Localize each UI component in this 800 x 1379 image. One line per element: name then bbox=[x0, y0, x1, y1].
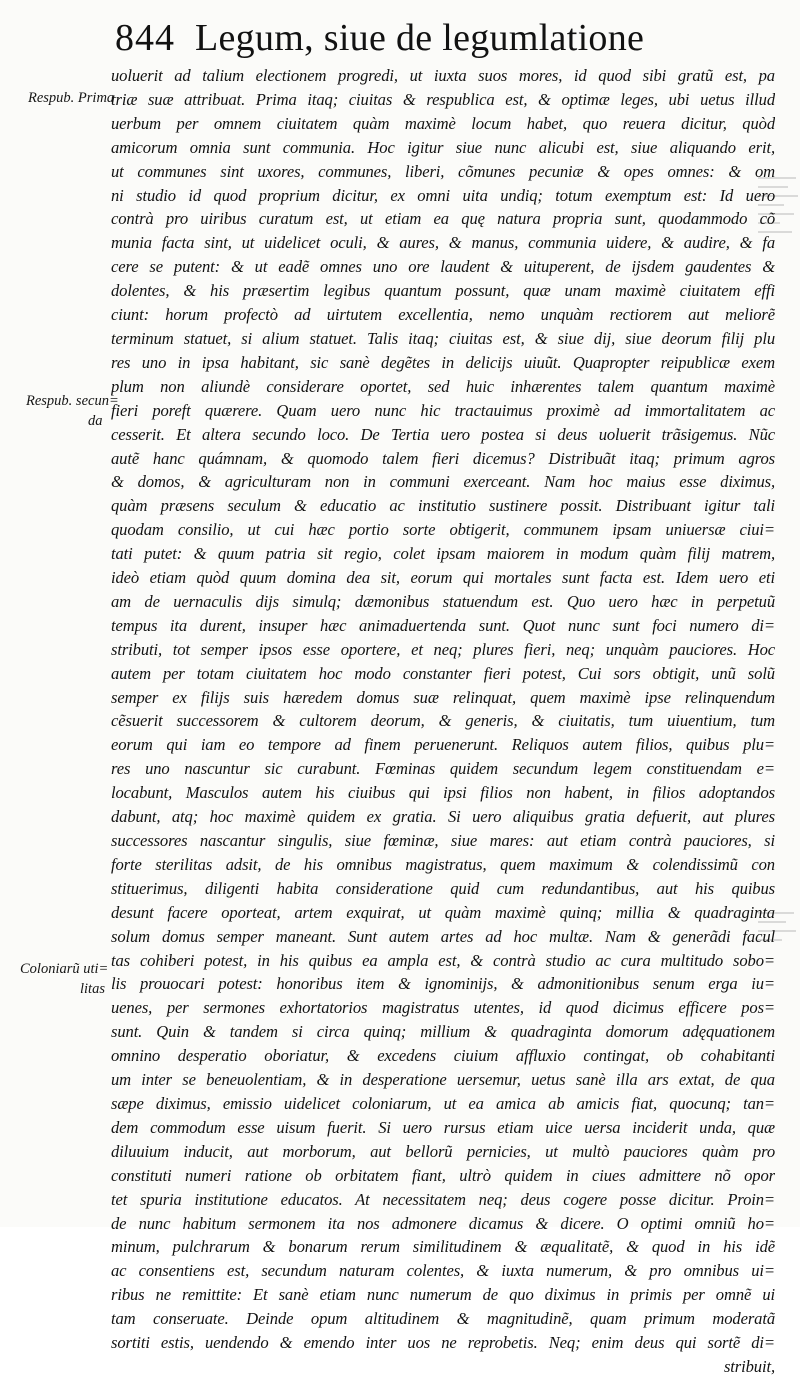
body-text-block bbox=[111, 64, 775, 1379]
text-line: sunt. Quin & tandem si circa quinq; millium & quadraginta domorum adęquationem bbox=[111, 1022, 775, 1042]
text-line: stribuit, bbox=[723, 1356, 775, 1376]
text-line: stituerimus, diligenti habita consideratione quid cum redundantibus, aut his quibus bbox=[111, 878, 775, 898]
text-line: ciunt: horum profectò ad uirtutem excellentia, nemo unquàm rectiorem aut meliorẽ bbox=[111, 305, 775, 325]
text-line: & domos, & agriculturam non in communi exerceant. Nam hoc maius esse diximus, bbox=[111, 472, 775, 492]
text-line: quàm præsens seculum & educatio ac institutio sustinere possit. Distribuant igitur tali bbox=[111, 496, 775, 516]
text-line: triæ suæ attribuat. Prima itaq; ciuitas & respublica est, & optimæ leges, ubi uetus illud bbox=[111, 89, 775, 109]
text-line: successores nascantur singulis, siue fœminæ, siue mares: aut etiam contrà pauciores, si bbox=[111, 831, 775, 850]
running-title: Legum, siue de legumlatione bbox=[195, 17, 645, 59]
text-line: munia facta sint, ut uidelicet oculi, & aures, & manus, communia uidere, & audire, & fa bbox=[111, 233, 775, 253]
text-line: solum domus semper maneant. Sunt autem artes ad hoc multæ. Nam & generãdi facul bbox=[111, 926, 775, 946]
page-header bbox=[115, 16, 644, 66]
margin-note-line: Coloniarũ uti= bbox=[20, 961, 109, 977]
text-line: uoluerit ad talium electionem progredi, ut iuxta suos mores, id quod sibi gratũ est, pa bbox=[111, 66, 775, 85]
text-line: res uno nascuntur sic curabunt. Fœminas quidem secundum legem constituendam e= bbox=[111, 759, 775, 779]
text-line: plum non aliundè considerare oportet, sed huic inhærentes talem quantum maximè bbox=[111, 376, 775, 396]
text-line: stributi, tot semper ipsos esse oportere, et neq; plures fieri, neq; unquàm pauciores. Hoc bbox=[111, 639, 775, 659]
margin-note-coloniarum-utilitas bbox=[20, 959, 108, 999]
text-line: tet spuria institutione educatos. At necessitatem neq; deus cogere posse dicitur. Proin= bbox=[111, 1189, 775, 1209]
text-line: tempus ita durent, insuper hæc animaduertenda sunt. Quot nunc sunt foci numero di= bbox=[111, 615, 775, 635]
text-line: dem commodum esse uisum fuerit. Si uero rursus etiam uice uersa inciderit unda, quæ bbox=[111, 1117, 775, 1137]
text-line: tas cohiberi potest, in his quibus ea ampla est, & contrà studio ac cura multitudo sobo= bbox=[111, 950, 775, 970]
text-line: tam conseruate. Deinde opum altitudinem & magnitudinẽ, quam primum moderatã bbox=[111, 1309, 775, 1329]
margin-note-respub-prima bbox=[28, 88, 114, 108]
text-line: cere se putent: & ut eadẽ omnes uno ore laudent & uituperent, de ijsdem gaudentes & bbox=[111, 257, 775, 277]
page-number: 844 bbox=[115, 17, 175, 59]
text-line: dabunt, atq; hoc maximè quidem ex gratia. Si uero aliquibus gratia defuerit, aut plures bbox=[111, 807, 775, 827]
text-line: semper ex filijs suis hæredem domus suæ relinquat, quem maximè ipse relinquendum bbox=[111, 687, 775, 707]
text-line: fieri poreft quærere. Quam uero nunc hic tractauimus proximè ad immortalitatem ac bbox=[111, 400, 775, 420]
text-line: ribus ne remittite: Et sanè etiam nunc numerum de quo diximus in primis per omnẽ ui bbox=[111, 1285, 775, 1305]
margin-note-respub-secunda bbox=[26, 391, 119, 431]
text-line: forte sterilitas adsit, de his omnibus magistratus, quem maximum & colendissimũ con bbox=[111, 854, 775, 874]
text-line: um inter se beneuolentiam, & in desperatione uersemur, uetus sanè illa ars extat, de qua bbox=[111, 1070, 775, 1090]
margin-note-line: Respub. secun= bbox=[26, 393, 119, 409]
text-line: uenes, per sermones exhortatorios magistratus utentes, id quod dicimus efficere pos= bbox=[111, 998, 775, 1018]
text-line: contrà pro uiribus curatum est, ut etiam ea quę natura propria sunt, quodammodo cõ bbox=[111, 209, 775, 229]
text-line: terminum statuet, si alium statuet. Talis itaq; ciuitas est, & siue dij, siue deorum filij plu bbox=[111, 328, 775, 348]
text-line: lis prouocari potest: honoribus item & ignominijs, & admonitionibus senum erga iu= bbox=[111, 974, 775, 994]
text-line: quodam consilio, ut cui hæc portio sorte obtigerit, communem ipsam uniuersæ ciui= bbox=[111, 520, 775, 540]
margin-note-line: litas bbox=[80, 981, 105, 997]
text-line: ideò etiam quòd quum domina dea sit, eorum qui mortales sunt facta est. Idem uero eti bbox=[111, 568, 775, 588]
text-line: uerbum per omnem ciuitatem quàm maximè locum habet, quo reuera dicitur, quòd bbox=[111, 113, 775, 133]
text-line: autẽ hanc quámnam, & quomodo talem fieri dicemus? Distribuãt itaq; primum agros bbox=[111, 448, 775, 468]
text-line: sortiti estis, uendendo & emendo inter uos ne reprobetis. Neq; enim deus qui sortẽ di= bbox=[111, 1333, 775, 1353]
text-line: omnino desperatio oboriatur, & excedens ciuium affluxio contingat, ob cohabitanti bbox=[111, 1046, 775, 1066]
text-line: cẽsuerit successorem & cultorem deorum, & generis, & ciuitatis, tum uiuentium, tum bbox=[111, 711, 775, 731]
text-line: cesserit. Et altera secundo loco. De Tertia uero postea si deus uoluerit trãsigemus. Nũc bbox=[111, 424, 775, 444]
text-line: minum, pulchrarum & bonarum rerum similitudinem & æqualitatẽ, & quod in his idẽ bbox=[111, 1237, 775, 1257]
text-line: amicorum omnia sunt communia. Hoc igitur siue nunc alicubi est, siue aliquando erit, bbox=[111, 137, 775, 157]
text-line: de nunc habitum sermonem ita nos admonere dicamus & dicere. O optimi omniũ ho= bbox=[111, 1213, 775, 1233]
text-line: diluuium inducit, aut morborum, aut bellorũ pernicies, ut multò pauciores quàm pro bbox=[111, 1141, 775, 1161]
text-line: locabunt, Masculos autem his ciuibus qui ipsi filios non habent, in filios adoptandos bbox=[111, 783, 775, 803]
text-line: constituti numeri ratione ob orbitatem fiant, ultrò quidem in ciues admittere nõ opor bbox=[111, 1165, 775, 1185]
text-line: tati putet: & quum patria sit regio, colet ipsam maiorem in modum quàm filij matrem, bbox=[111, 544, 775, 564]
text-line: sæpe diximus, emissio uidelicet coloniarum, ut ea amica ab amicis fiat, quocunq; tan= bbox=[111, 1093, 775, 1113]
text-line: res uno in ipsa habitant, sic sanè degẽtes in delicijs uiuũt. Quapropter reipublicæ exem bbox=[111, 352, 775, 372]
text-line: dolentes, & his præsertim legibus quantum possunt, quæ unam maximè ciuitatem effi bbox=[111, 281, 775, 301]
text-line: ut communes sint uxores, communes, liberi, cõmunes pecuniæ & opes omnes: & om bbox=[111, 161, 775, 181]
text-line: desunt facere oporteat, artem exquirat, ut quàm maximè quinq; millia & quadraginta bbox=[111, 902, 775, 922]
text-line: ac consentiens est, secundum naturam colentes, & iuxta numerum, & pro omnibus ui= bbox=[111, 1261, 775, 1281]
margin-note-line: Respub. Prima bbox=[28, 90, 115, 106]
text-line: ni studio id quod proprium dicitur, ex omni uita undiq; totum exemptum est: Id uero bbox=[111, 185, 775, 205]
text-line: autem per totam ciuitatem hoc modo constanter fieri potest, Cui sors obtigit, unũ solũ bbox=[111, 663, 775, 683]
margin-note-line: da bbox=[88, 413, 103, 429]
text-line: am de uernaculis dijs simulq; dæmonibus statuendum est. Quo uero hæc in perpetuũ bbox=[111, 591, 775, 611]
text-line: eorum qui iam eo tempore ad finem peruenerunt. Reliquos autem filios, quibus plu= bbox=[111, 735, 775, 755]
